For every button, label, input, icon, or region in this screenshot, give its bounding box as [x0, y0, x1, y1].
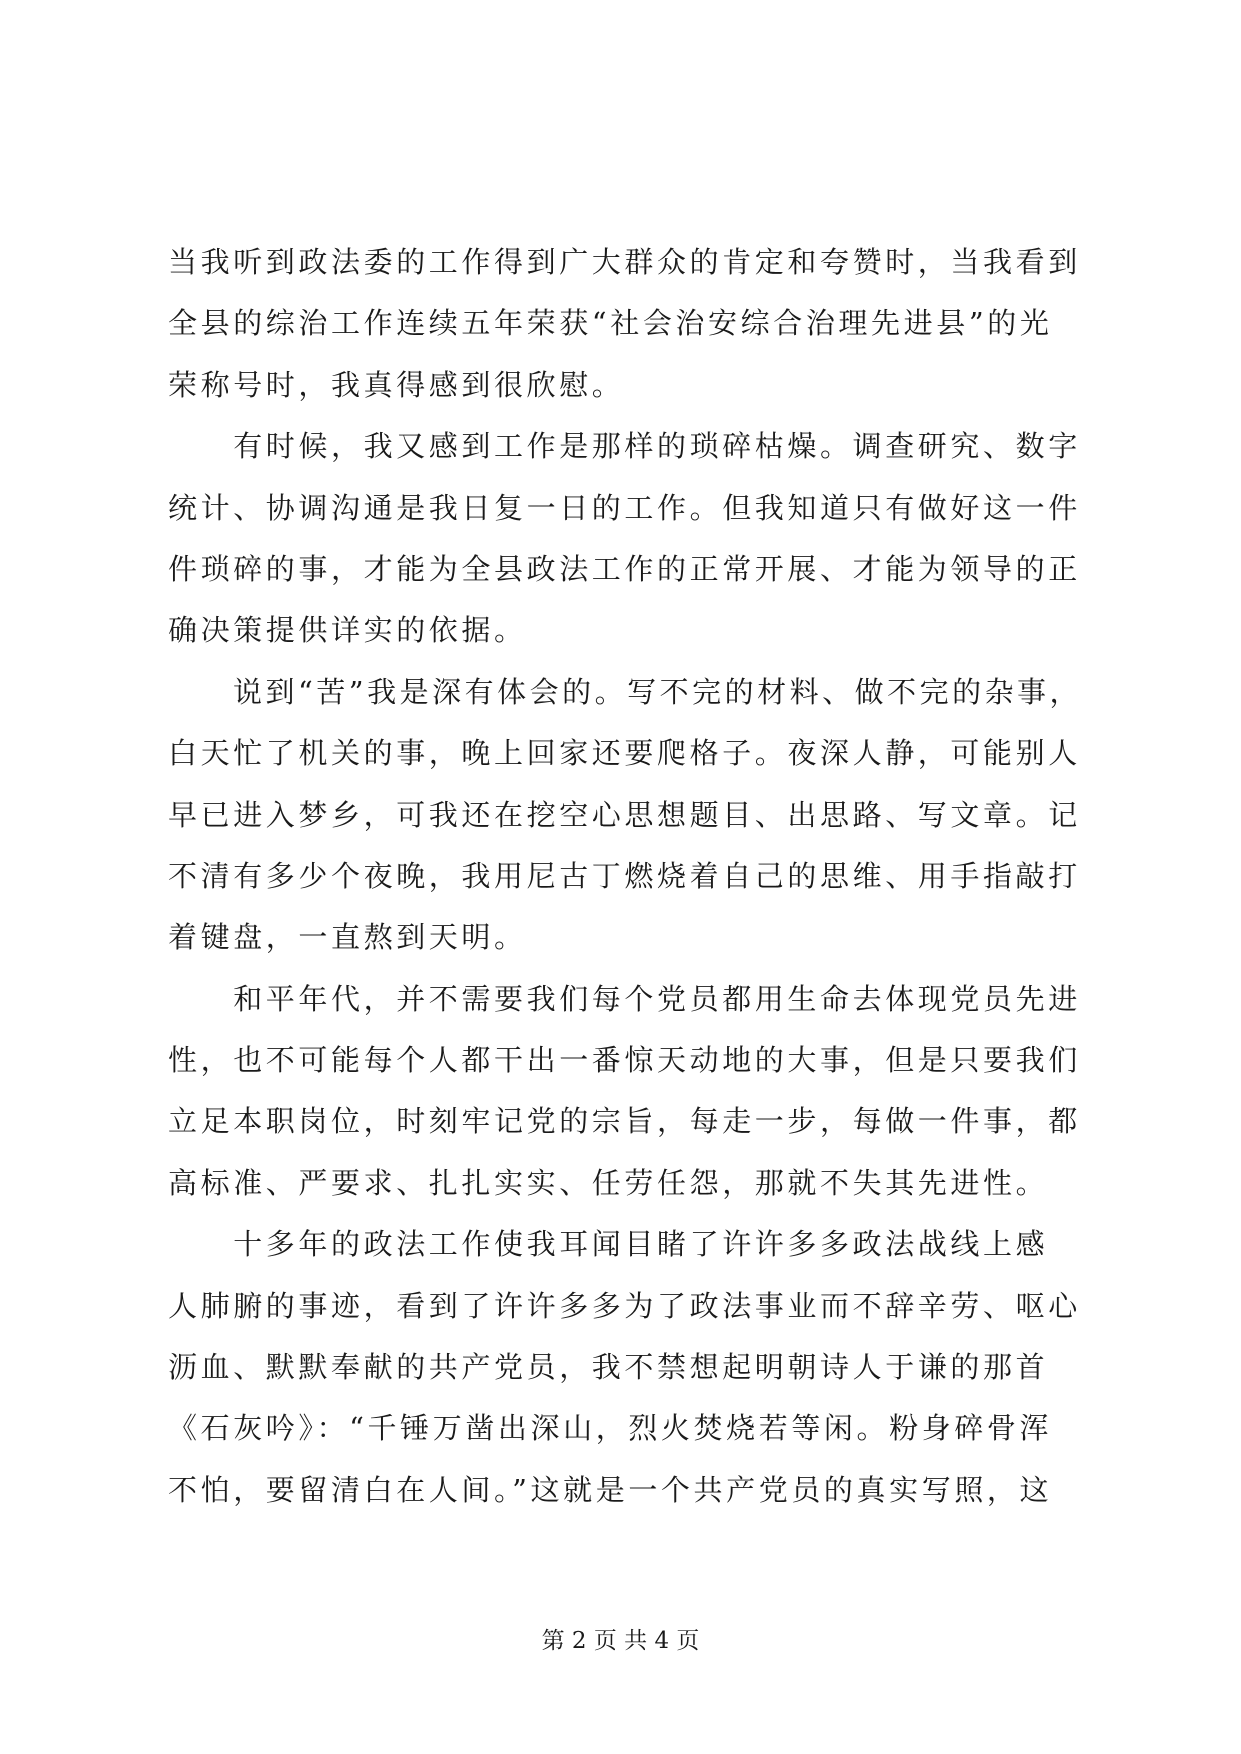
page-number-footer: 第 2 页 共 4 页 [541, 1628, 700, 1654]
text-line: 和平年代，并不需要我们每个党员都用生命去体现党员先进 [168, 981, 1081, 1016]
document-body [168, 232, 1082, 1521]
text-line: 早已进入梦乡，可我还在挖空心思想题目、出思路、写文章。记 [168, 797, 1081, 832]
text-line: 统计、协调沟通是我日复一日的工作。但我知道只有做好这一件 [168, 490, 1081, 525]
text-line: 十多年的政法工作使我耳闻目睹了许许多多政法战线上感 [168, 1227, 1049, 1262]
text-line: 件琐碎的事，才能为全县政法工作的正常开展、才能为领导的正 [168, 551, 1081, 586]
text-line: 不清有多少个夜晚，我用尼古丁燃烧着自己的思维、用手指敲打 [168, 858, 1081, 893]
text-line: 着键盘，一直熬到天明。 [168, 920, 527, 955]
text-line: 立足本职岗位，时刻牢记党的宗旨，每走一步，每做一件事，都 [168, 1104, 1081, 1139]
text-line: 不怕，要留清白在人间。”这就是一个共产党员的真实写照，这 [168, 1472, 1053, 1507]
text-line: 人肺腑的事迹，看到了许许多多为了政法事业而不辞辛劳、呕心 [168, 1288, 1081, 1323]
text-line: 当我听到政法委的工作得到广大群众的肯定和夸赞时，当我看到 [168, 245, 1081, 279]
text-line: 全县的综治工作连续五年荣获“社会治安综合治理先进县”的光 [168, 306, 1053, 341]
text-line: 高标准、严要求、扎扎实实、任劳任怨，那就不失其先进性。 [168, 1165, 1049, 1200]
text-line: 《石灰吟》：“千锤万凿出深山，烈火焚烧若等闲。粉身碎骨浑 [168, 1411, 1053, 1446]
text-line: 说到“苦”我是深有体会的。写不完的材料、做不完的杂事， [168, 674, 1083, 709]
text-line: 荣称号时，我真得感到很欣慰。 [168, 367, 625, 402]
text-line: 有时候，我又感到工作是那样的琐碎枯燥。调查研究、数字 [168, 429, 1081, 464]
text-line: 沥血、默默奉献的共产党员，我不禁想起明朝诗人于谦的那首 [168, 1350, 1049, 1385]
text-line: 白天忙了机关的事，晚上回家还要爬格子。夜深人静，可能别人 [168, 736, 1081, 771]
text-line: 确决策提供详实的依据。 [168, 613, 527, 648]
text-line: 性，也不可能每个人都干出一番惊天动地的大事，但是只要我们 [168, 1043, 1081, 1078]
